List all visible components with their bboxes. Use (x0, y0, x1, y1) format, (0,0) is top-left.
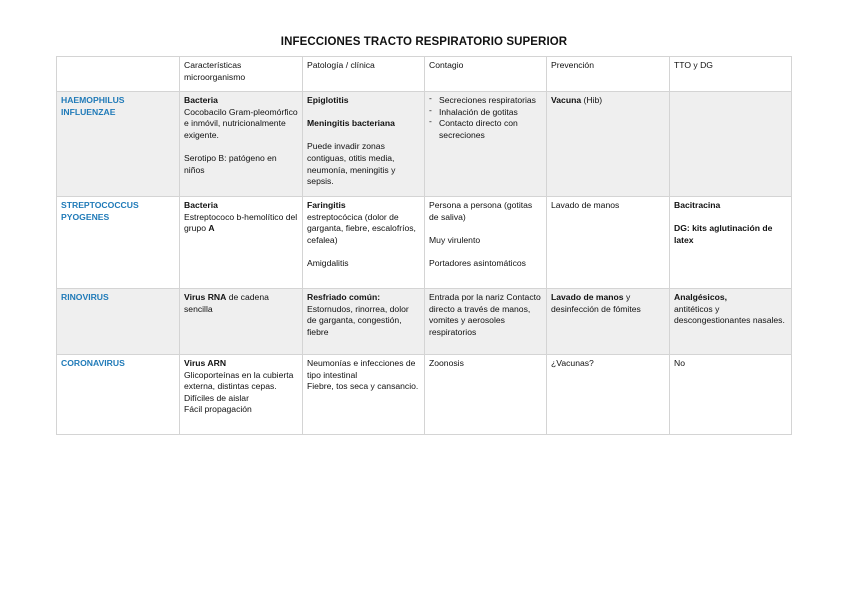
list-item: - Secreciones respiratorias (429, 95, 542, 107)
table-row (57, 355, 792, 435)
table-row (57, 197, 792, 289)
cell-patologia (303, 355, 425, 435)
table-row (57, 92, 792, 197)
cell-tto (670, 289, 792, 355)
organism-name: STREPTOCOCCUS PYOGENES (57, 197, 180, 289)
header-contagio: Contagio (425, 57, 547, 92)
cell-contagio (425, 197, 547, 289)
cell-tto (670, 92, 792, 197)
header-caracteristicas: Características microorganismo (180, 57, 303, 92)
cell-text: Cocobacilo Gram-pleomórfico e inmóvil, nutricionalmente exigente. (184, 106, 298, 140)
cell-tto (670, 197, 792, 289)
cell-caracteristicas (180, 289, 303, 355)
cell-text: Fácil propagación (184, 404, 252, 415)
cell-bold-text: A (208, 223, 215, 234)
cell-text: Difíciles de aislar (184, 392, 249, 403)
cell-text: Estornudos, rinorrea, dolor de garganta, congestión, fiebre (307, 303, 409, 337)
cell-bold-text: Bacteria (184, 200, 218, 210)
cell-prevencion (547, 289, 670, 355)
cell-bold-text: Bacteria (184, 95, 218, 105)
header-cell-empty (57, 57, 180, 92)
list-item: - Inhalación de gotitas (429, 107, 542, 119)
cell-bold-text: Virus ARN (184, 358, 227, 368)
organism-name: HAEMOPHILUS INFLUENZAE (57, 92, 180, 197)
cell-text: Muy virulento (429, 234, 481, 245)
cell-prevencion (547, 197, 670, 289)
cell-bold-text: Resfriado común: (307, 292, 381, 302)
header-row (57, 57, 792, 92)
cell-patologia (303, 289, 425, 355)
cell-text: Glicoporteínas en la cubierta externa, distintas cepas. (184, 369, 294, 392)
cell-bold-text: Epiglotitis (307, 95, 349, 105)
cell-text: Zoonosis (429, 358, 464, 368)
cell-prevencion (547, 92, 670, 197)
cell-text: estreptocócica (dolor de garganta, fiebre, escalofríos, cefalea) (307, 211, 416, 245)
page-title: INFECCIONES TRACTO RESPIRATORIO SUPERIOR (280, 36, 568, 48)
cell-caracteristicas (180, 92, 303, 197)
cell-bold-text: Lavado de manos (551, 292, 624, 302)
cell-bold-text: Meningitis bacteriana (307, 118, 395, 129)
cell-contagio (425, 289, 547, 355)
cell-bold-text: Bacitracina (674, 200, 721, 210)
cell-caracteristicas (180, 197, 303, 289)
table-row (57, 289, 792, 355)
cell-contagio (425, 355, 547, 435)
cell-text: Portadores asintomáticos (429, 257, 526, 268)
cell-bold-text: DG: kits aglutinación de latex (674, 223, 773, 245)
cell-text: Persona a persona (gotitas de saliva) (429, 200, 533, 222)
contagio-list (429, 95, 542, 141)
header-prevencion: Prevención (547, 57, 670, 92)
header-patologia: Patología / clínica (303, 57, 425, 92)
cell-text: No (674, 358, 685, 368)
cell-text: ¿Vacunas? (551, 358, 594, 368)
cell-text: Neumonías e infecciones de tipo intestinal (307, 358, 416, 380)
cell-caracteristicas (180, 355, 303, 435)
organism-name: CORONAVIRUS (57, 355, 180, 435)
cell-text: y desinfección de fómites (551, 292, 641, 314)
cell-bold-text: Faringitis (307, 200, 346, 210)
header-tto-dg: TTO y DG (670, 57, 792, 92)
cell-text: Fiebre, tos seca y cansancio. (307, 381, 419, 392)
cell-text: Lavado de manos (551, 200, 620, 210)
list-item: - Contacto directo con secreciones (429, 118, 542, 141)
cell-bold-text: Virus RNA (184, 292, 227, 302)
cell-text: de cadena sencilla (184, 292, 269, 314)
cell-text: Amigdalitis (307, 257, 349, 268)
cell-bold-text: Vacuna (551, 95, 582, 105)
cell-text: Serotipo B: patógeno en niños (184, 152, 277, 175)
cell-patologia (303, 92, 425, 197)
cell-tto (670, 355, 792, 435)
cell-bold-text: Analgésicos, (674, 292, 728, 302)
cell-contagio (425, 92, 547, 197)
cell-prevencion (547, 355, 670, 435)
organism-name: RINOVIRUS (57, 289, 180, 355)
cell-text: (Hib) (581, 95, 603, 105)
cell-text: antitéticos y descongestionantes nasales. (674, 303, 785, 326)
cell-text: Entrada por la nariz Contacto directo a través de manos, vomites y aerosoles respiratorios (429, 292, 541, 337)
infections-table (56, 56, 792, 435)
cell-text: Estreptococo b-hemolítico del grupo (184, 211, 298, 234)
cell-patologia (303, 197, 425, 289)
cell-text: Puede invadir zonas contiguas, otitis media, neumonía, meningitis y sepsis. (307, 141, 396, 187)
